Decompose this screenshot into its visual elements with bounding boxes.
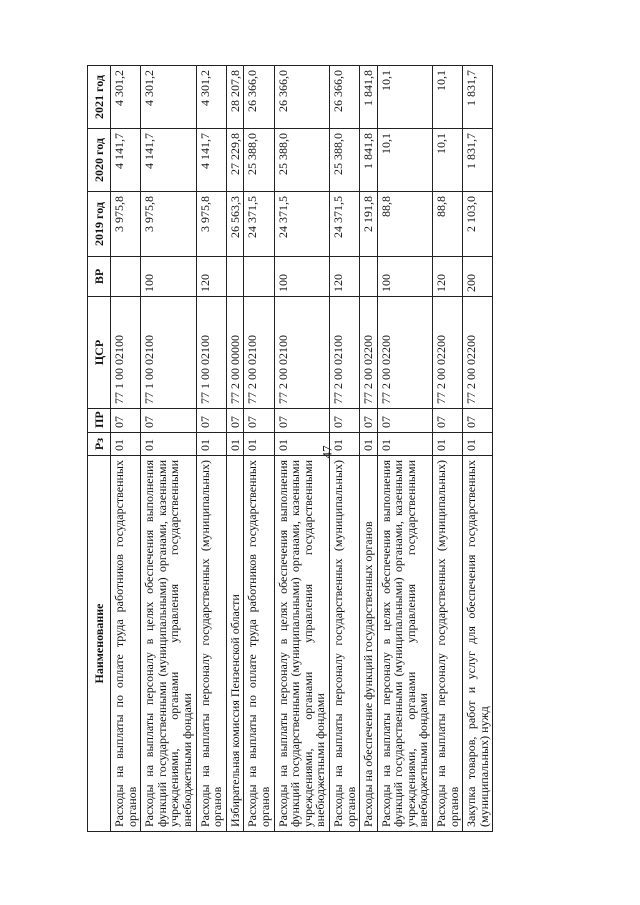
header-rz: Рз xyxy=(88,433,111,456)
row-rz: 01 xyxy=(111,433,141,456)
row-pr: 07 xyxy=(360,409,378,433)
page-number: 47 xyxy=(319,445,335,459)
row-rz: 01 xyxy=(463,433,493,456)
row-csr: 77 1 00 02100 xyxy=(141,297,196,409)
row-2020: 27 229,8 xyxy=(226,129,244,192)
table-row xyxy=(226,66,244,832)
table-row xyxy=(111,66,141,832)
row-csr: 77 2 00 02200 xyxy=(433,297,463,409)
row-csr: 77 1 00 02100 xyxy=(111,297,141,409)
row-name: Расходы на выплаты по оплате труда работников государственных органов xyxy=(111,456,141,832)
row-name: Закупка товаров, работ и услуг для обеспечения государственных (муниципальных) нужд xyxy=(463,456,493,832)
row-vr xyxy=(244,257,274,297)
row-2021: 4 301,2 xyxy=(111,66,141,129)
row-2019: 24 371,5 xyxy=(244,192,274,257)
header-2020: 2020 год xyxy=(88,129,111,192)
row-vr: 120 xyxy=(329,257,359,297)
row-vr: 200 xyxy=(463,257,493,297)
row-csr: 77 2 00 02200 xyxy=(360,297,378,409)
header-2021: 2021 год xyxy=(88,66,111,129)
row-name: Расходы на выплаты персоналу в целях обеспечения выполнения функций государственными (муниципальными) органами, казенными учреждениями, органами управления государственными внебюджетными фондами xyxy=(274,456,329,832)
row-name: Избирательная комиссия Пензенской области xyxy=(226,456,244,832)
row-2021: 10,1 xyxy=(433,66,463,129)
row-2019: 24 371,5 xyxy=(329,192,359,257)
row-2019: 3 975,8 xyxy=(111,192,141,257)
table-row xyxy=(433,66,463,832)
row-pr: 07 xyxy=(141,409,196,433)
row-2021: 1 841,8 xyxy=(360,66,378,129)
row-2019: 2 103,0 xyxy=(463,192,493,257)
row-2019: 88,8 xyxy=(433,192,463,257)
row-name: Расходы на выплаты персоналу государственных (муниципальных) органов xyxy=(196,456,226,832)
table-row xyxy=(377,66,432,832)
row-rz: 01 xyxy=(377,433,432,456)
header-csr: ЦСР xyxy=(88,297,111,409)
row-pr: 07 xyxy=(196,409,226,433)
row-rz: 01 xyxy=(433,433,463,456)
rotated-table-wrapper xyxy=(87,66,540,832)
row-2021: 28 207,8 xyxy=(226,66,244,129)
row-name: Расходы на выплаты персоналу в целях обеспечения выполнения функций государственными (муниципальными) органами, казенными учреждениями, органами управления государственными внебюджетными фондами xyxy=(377,456,432,832)
row-2020: 4 141,7 xyxy=(196,129,226,192)
row-name: Расходы на выплаты персоналу государственных (муниципальных) органов xyxy=(329,456,359,832)
row-2020: 1 841,8 xyxy=(360,129,378,192)
row-rz: 01 xyxy=(196,433,226,456)
table-row xyxy=(244,66,274,832)
row-2020: 4 141,7 xyxy=(111,129,141,192)
row-pr: 07 xyxy=(377,409,432,433)
table-row xyxy=(141,66,196,832)
row-2019: 3 975,8 xyxy=(141,192,196,257)
row-2020: 1 831,7 xyxy=(463,129,493,192)
row-2021: 4 301,2 xyxy=(196,66,226,129)
table-row xyxy=(360,66,378,832)
row-csr: 77 2 00 02200 xyxy=(377,297,432,409)
table-row xyxy=(196,66,226,832)
row-csr: 77 2 00 02100 xyxy=(244,297,274,409)
row-2021: 26 366,0 xyxy=(274,66,329,129)
table-header-row xyxy=(88,66,111,832)
row-2021: 4 301,2 xyxy=(141,66,196,129)
row-2020: 4 141,7 xyxy=(141,129,196,192)
row-2019: 3 975,8 xyxy=(196,192,226,257)
row-name: Расходы на обеспечение функций государственных органов xyxy=(360,456,378,832)
row-pr: 07 xyxy=(433,409,463,433)
row-2019: 24 371,5 xyxy=(274,192,329,257)
row-rz: 01 xyxy=(329,433,359,456)
table-row xyxy=(463,66,493,832)
row-rz: 01 xyxy=(244,433,274,456)
row-pr: 07 xyxy=(274,409,329,433)
row-vr xyxy=(226,257,244,297)
row-pr: 07 xyxy=(463,409,493,433)
row-name: Расходы на выплаты по оплате труда работников государственных органов xyxy=(244,456,274,832)
row-vr xyxy=(111,257,141,297)
table-row xyxy=(274,66,329,832)
row-vr: 100 xyxy=(377,257,432,297)
table-row xyxy=(329,66,359,832)
row-csr: 77 2 00 02100 xyxy=(274,297,329,409)
row-pr: 07 xyxy=(111,409,141,433)
budget-table xyxy=(87,65,493,832)
row-rz: 01 xyxy=(226,433,244,456)
row-vr: 120 xyxy=(196,257,226,297)
row-rz: 01 xyxy=(274,433,329,456)
header-pr: ПР xyxy=(88,409,111,433)
row-csr: 77 2 00 02200 xyxy=(463,297,493,409)
row-vr xyxy=(360,257,378,297)
row-2021: 10,1 xyxy=(377,66,432,129)
row-2019: 88,8 xyxy=(377,192,432,257)
row-name: Расходы на выплаты персоналу в целях обеспечения выполнения функций государственными (муниципальными) органами, казенными учреждениями, органами управления государственными внебюджетными фондами xyxy=(141,456,196,832)
row-vr: 100 xyxy=(274,257,329,297)
row-2021: 26 366,0 xyxy=(244,66,274,129)
row-pr: 07 xyxy=(226,409,244,433)
row-vr: 100 xyxy=(141,257,196,297)
row-2020: 25 388,0 xyxy=(274,129,329,192)
row-2021: 26 366,0 xyxy=(329,66,359,129)
header-2019: 2019 год xyxy=(88,192,111,257)
row-vr: 120 xyxy=(433,257,463,297)
row-2020: 10,1 xyxy=(433,129,463,192)
row-2019: 26 563,3 xyxy=(226,192,244,257)
row-rz: 01 xyxy=(141,433,196,456)
row-2020: 25 388,0 xyxy=(244,129,274,192)
row-pr: 07 xyxy=(244,409,274,433)
row-csr: 77 2 00 00000 xyxy=(226,297,244,409)
row-2021: 1 831,7 xyxy=(463,66,493,129)
row-csr: 77 1 00 02100 xyxy=(196,297,226,409)
header-vr: ВР xyxy=(88,257,111,297)
row-pr: 07 xyxy=(329,409,359,433)
row-name: Расходы на выплаты персоналу государственных (муниципальных) органов xyxy=(433,456,463,832)
row-2020: 25 388,0 xyxy=(329,129,359,192)
row-rz: 01 xyxy=(360,433,378,456)
header-name: Наименование xyxy=(88,456,111,832)
row-2020: 10,1 xyxy=(377,129,432,192)
row-csr: 77 2 00 02100 xyxy=(329,297,359,409)
row-2019: 2 191,8 xyxy=(360,192,378,257)
